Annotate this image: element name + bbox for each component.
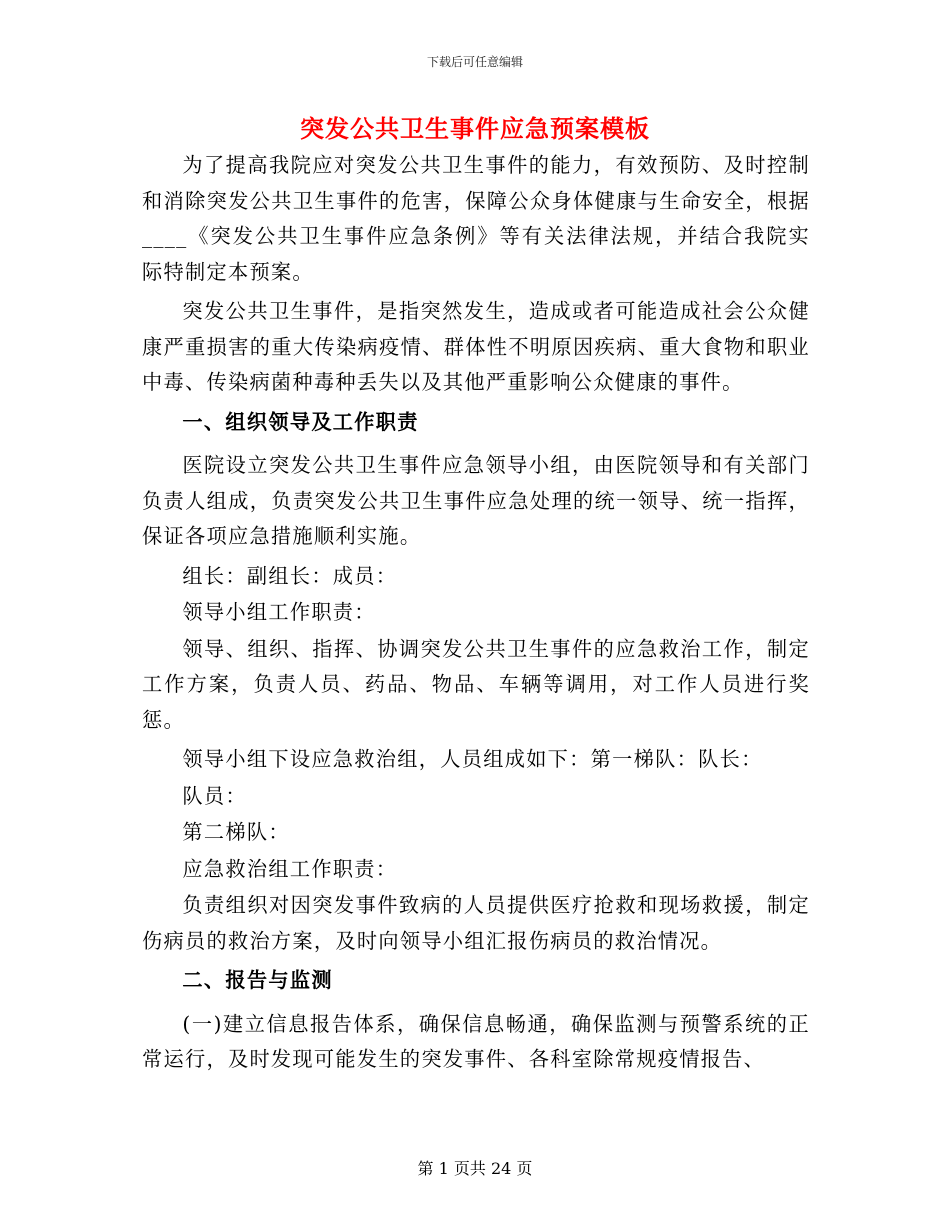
page-header-note: 下载后可任意编辑 (426, 55, 523, 69)
intro-paragraph: 为了提高我院应对突发公共卫生事件的能力，有效预防、及时控制和消除突发公共卫生事件的危害，保障公众身体健康与生命安全，根据____《突发公共卫生事件应急条例》等有关法律法规，并结合我院实际特制定本预案。 (142, 153, 810, 284)
rescue-team-line: 领导小组下设应急救治组，人员组成如下：第一梯队：队长： (182, 747, 763, 771)
reporting-paragraph: (一)建立信息报告体系，确保信息畅通，确保监测与预警系统的正常运行，及时发现可能发生的突发事件、各科室除常规疫情报告、 (142, 1011, 810, 1071)
rescue-duties-label: 应急救治组工作职责： (182, 856, 398, 881)
page-number-footer: 第 1 页共 24 页 (417, 1159, 533, 1178)
rescue-duties-paragraph: 负责组织对因突发事件致病的人员提供医疗抢救和现场救援，制定伤病员的救治方案，及时向领导小组汇报伤病员的救治情况。 (142, 893, 810, 953)
definition-paragraph: 突发公共卫生事件，是指突然发生，造成或者可能造成社会公众健康严重损害的重大传染病疫情、群体性不明原因疾病、重大食物和职业中毒、传染病菌种毒种丢失以及其他严重影响公众健康的事件。 (142, 299, 810, 394)
document-body (142, 148, 810, 1082)
leadership-duties-paragraph: 领导、组织、指挥、协调突发公共卫生事件的应急救治工作，制定工作方案，负责人员、药品、物品、车辆等调用，对工作人员进行奖惩。 (142, 636, 810, 732)
leadership-duties-label: 领导小组工作职责： (182, 600, 376, 624)
section-heading-organization: 一、组织领导及工作职责 (182, 409, 419, 434)
section-heading-reporting: 二、报告与监测 (182, 968, 333, 992)
leadership-group-paragraph: 医院设立突发公共卫生事件应急领导小组，由医院领导和有关部门负责人组成，负责突发公共卫生事件应急处理的统一领导、统一指挥，保证各项应急措施顺利实施。 (142, 453, 810, 548)
group-members-line: 组长：副组长：成员： (182, 563, 398, 588)
document-title: 突发公共卫生事件应急预案模板 (300, 114, 650, 143)
second-team-line: 第二梯队： (182, 820, 290, 844)
team-members-line: 队员： (182, 783, 247, 808)
